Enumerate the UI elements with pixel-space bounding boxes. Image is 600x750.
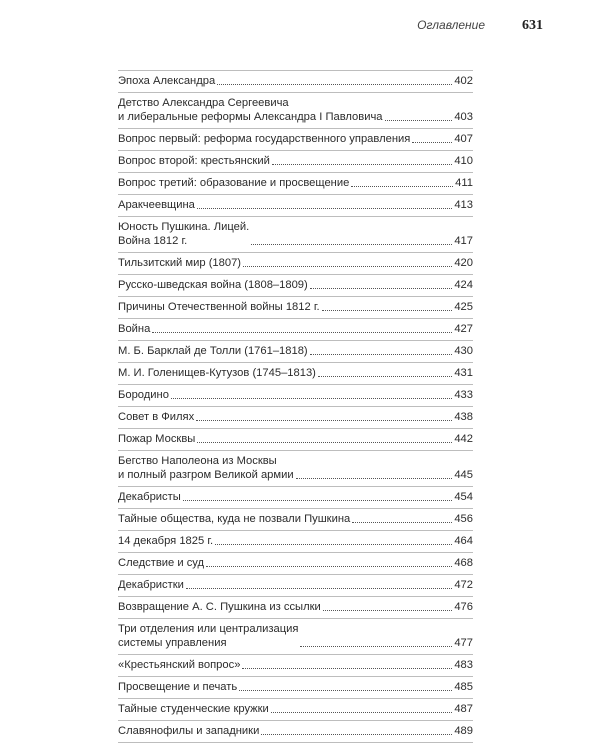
toc-entry-page: 483 — [454, 659, 473, 671]
toc-entry-title: Бородино — [118, 389, 169, 401]
toc-entry — [118, 363, 473, 385]
dot-leader — [351, 186, 453, 187]
toc-entry — [118, 655, 473, 677]
toc-entry — [118, 71, 473, 93]
page-number: 631 — [522, 18, 543, 33]
toc-entry-title: М. И. Голенищев-Кутузов (1745–1813) — [118, 367, 316, 379]
dot-leader — [310, 354, 453, 355]
toc-entry — [118, 341, 473, 363]
dot-leader — [385, 120, 453, 121]
toc-entry-page: 442 — [454, 433, 473, 445]
toc-entry-page: 430 — [454, 345, 473, 357]
toc-entry-page: 438 — [454, 411, 473, 423]
dot-leader — [239, 690, 452, 691]
toc-entry-page: 427 — [454, 323, 473, 335]
dot-leader — [183, 500, 453, 501]
dot-leader — [152, 332, 452, 333]
toc-entry-title: Декабристы — [118, 491, 181, 503]
toc-entry-title: Война — [118, 323, 151, 335]
toc-entry-page: 413 — [454, 199, 473, 211]
toc-entry — [118, 195, 473, 217]
dot-leader — [318, 376, 452, 377]
toc-entry — [118, 699, 473, 721]
toc-entry-page: 472 — [454, 579, 473, 591]
toc-entry-page: 403 — [454, 111, 473, 123]
toc-entry-title: «Крестьянский вопрос» — [118, 659, 241, 671]
toc-entry — [118, 575, 473, 597]
toc-entry — [118, 553, 473, 575]
toc-entry-page: 477 — [454, 637, 473, 649]
dot-leader — [251, 244, 452, 245]
dot-leader — [300, 646, 452, 647]
toc-entry — [118, 509, 473, 531]
dot-leader — [310, 288, 453, 289]
toc-entry — [118, 253, 473, 275]
dot-leader — [197, 442, 452, 443]
toc-entry-title: Тайные общества, куда не позвали Пушкина — [118, 513, 351, 525]
toc-entry — [118, 173, 473, 195]
dot-leader — [272, 164, 453, 165]
toc-entry-title: Аракчеевщина — [118, 199, 195, 211]
dot-leader — [217, 84, 452, 85]
toc-entry — [118, 531, 473, 553]
toc-entry-title: Пожар Москвы — [118, 433, 196, 445]
dot-leader — [352, 522, 452, 523]
toc-entry-title: Возвращение А. С. Пушкина из ссылки — [118, 601, 321, 613]
toc-entry-page: 445 — [454, 469, 473, 481]
toc-entry — [118, 93, 473, 129]
toc-entry-title: Юность Пушкина. Лицей. Война 1812 г. — [118, 221, 250, 247]
toc-entry-title: Совет в Филях — [118, 411, 195, 423]
toc-entry — [118, 319, 473, 341]
toc-entry-title: Причины Отечественной войны 1812 г. — [118, 301, 320, 313]
toc-entry-page: 489 — [454, 725, 473, 737]
toc-entry-title: Славянофилы и западники — [118, 725, 260, 737]
dot-leader — [271, 712, 453, 713]
toc-entry — [118, 385, 473, 407]
toc-entry-title: Вопрос второй: крестьянский — [118, 155, 270, 167]
toc-entry-page: 411 — [455, 177, 473, 189]
toc-entry-title: Тайные студенческие кружки — [118, 703, 269, 715]
toc-entry-page: 417 — [454, 235, 473, 247]
toc-entry-page: 485 — [454, 681, 473, 693]
toc-entry-title: Просвещение и печать — [118, 681, 238, 693]
toc-entry-title: 14 декабря 1825 г. — [118, 535, 214, 547]
toc-entry — [118, 275, 473, 297]
toc-entry-page: 454 — [454, 491, 473, 503]
dot-leader — [243, 266, 452, 267]
toc-entry-title: Вопрос первый: реформа государственного управления — [118, 133, 411, 145]
toc-entry — [118, 129, 473, 151]
dot-leader — [197, 208, 452, 209]
toc-entry-page: 402 — [454, 75, 473, 87]
toc-entry-page: 425 — [454, 301, 473, 313]
toc-entry-page: 420 — [454, 257, 473, 269]
dot-leader — [215, 544, 452, 545]
toc-entry-title: Три отделения или централизация системы управления — [118, 623, 299, 649]
section-title: Оглавление — [417, 18, 485, 32]
dot-leader — [412, 142, 452, 143]
toc-entry-page: 487 — [454, 703, 473, 715]
dot-leader — [323, 610, 453, 611]
toc-entry-page: 433 — [454, 389, 473, 401]
toc-entry-title: Декабристки — [118, 579, 184, 591]
toc-entry — [118, 151, 473, 173]
toc-entry-title: Русско-шведская война (1808–1809) — [118, 279, 308, 291]
toc-entry-title: М. Б. Барклай де Толли (1761–1818) — [118, 345, 308, 357]
dot-leader — [261, 734, 452, 735]
dot-leader — [242, 668, 452, 669]
dot-leader — [322, 310, 453, 311]
toc-entry — [118, 297, 473, 319]
toc-entry — [118, 721, 473, 743]
toc-entry-title: Следствие и суд — [118, 557, 205, 569]
dot-leader — [206, 566, 452, 567]
toc-entry-page: 464 — [454, 535, 473, 547]
dot-leader — [171, 398, 452, 399]
toc-entry — [118, 429, 473, 451]
toc-entry — [118, 487, 473, 509]
toc-entry — [118, 451, 473, 487]
toc-entry — [118, 217, 473, 253]
toc-entry-page: 431 — [454, 367, 473, 379]
toc-entry — [118, 677, 473, 699]
dot-leader — [186, 588, 452, 589]
toc-entry — [118, 597, 473, 619]
running-head — [118, 18, 543, 42]
table-of-contents — [118, 70, 473, 743]
toc-entry-page: 410 — [454, 155, 473, 167]
toc-entry-page: 424 — [454, 279, 473, 291]
toc-entry-title: Бегство Наполеона из Москвы и полный разгром Великой армии — [118, 455, 294, 481]
toc-entry-page: 476 — [454, 601, 473, 613]
dot-leader — [296, 478, 453, 479]
toc-entry-title: Вопрос третий: образование и просвещение — [118, 177, 350, 189]
toc-entry — [118, 407, 473, 429]
toc-entry-page: 407 — [454, 133, 473, 145]
toc-entry-page: 468 — [454, 557, 473, 569]
toc-entry-title: Тильзитский мир (1807) — [118, 257, 242, 269]
toc-entry — [118, 619, 473, 655]
dot-leader — [196, 420, 452, 421]
toc-entry-title: Детство Александра Сергеевича и либеральные реформы Александра I Павловича — [118, 97, 383, 123]
toc-entry-page: 456 — [454, 513, 473, 525]
toc-entry-title: Эпоха Александра — [118, 75, 216, 87]
